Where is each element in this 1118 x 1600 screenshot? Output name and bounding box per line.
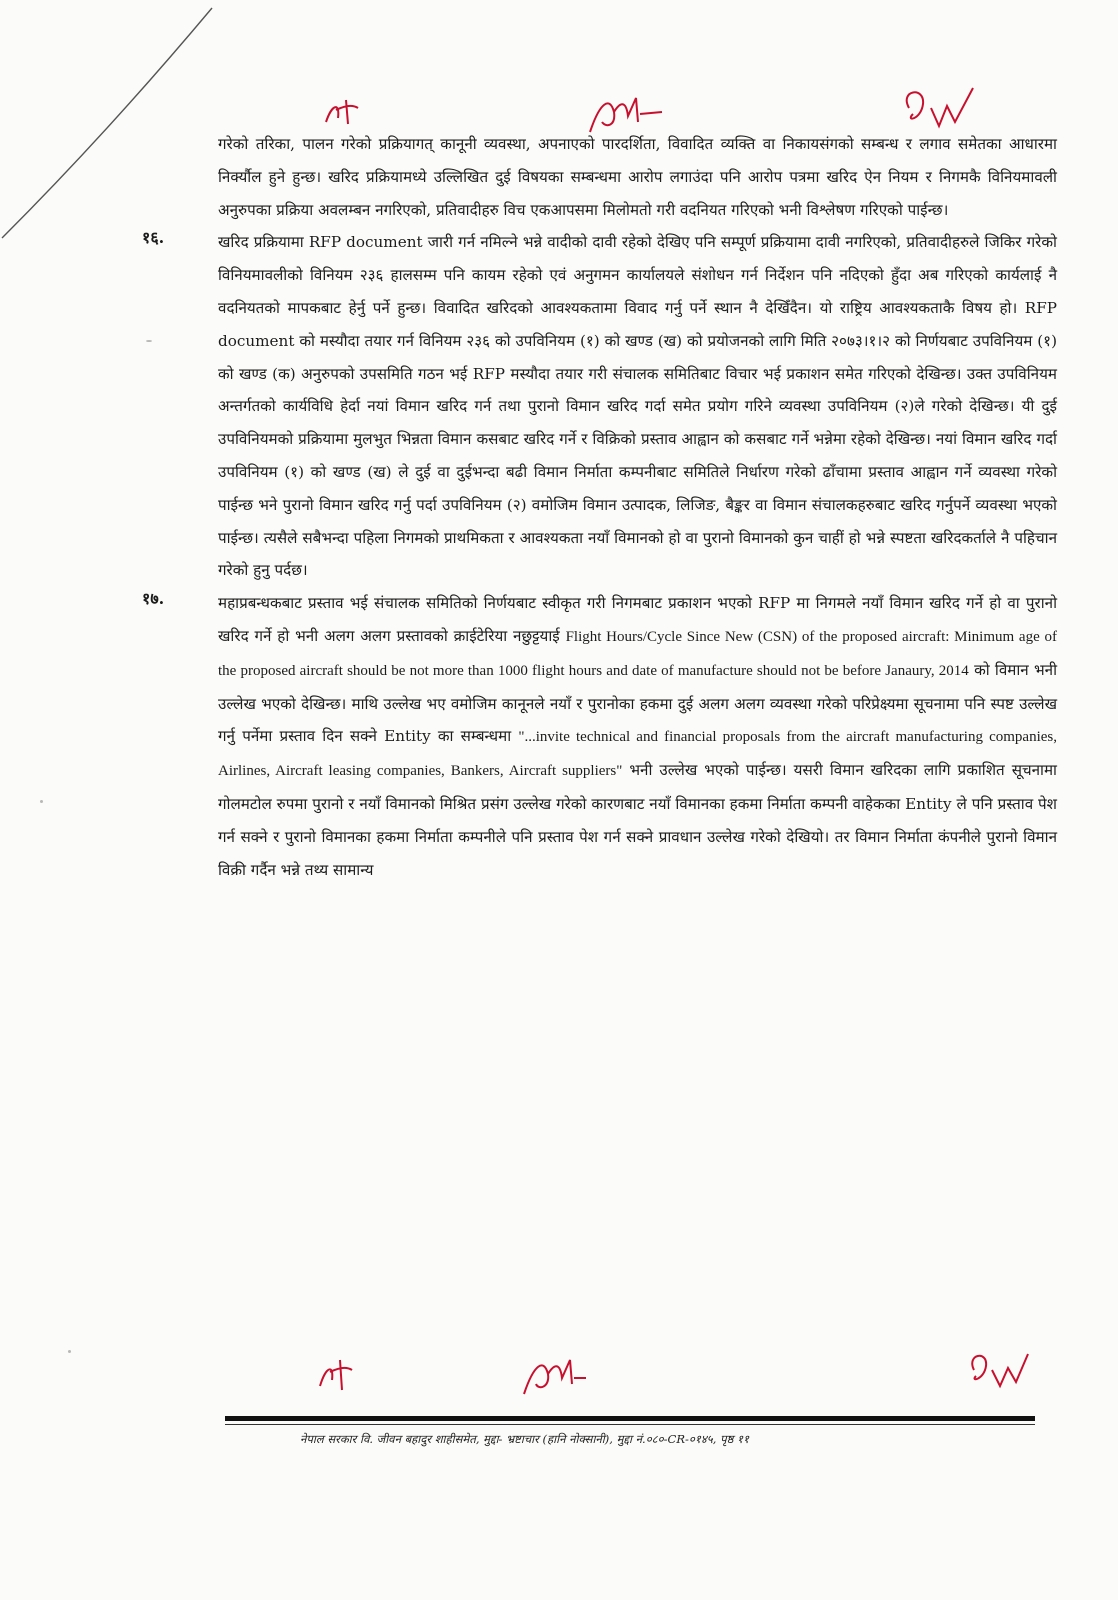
scan-speck <box>68 1350 71 1353</box>
initial-signature-3 <box>895 84 977 132</box>
paragraph-17-part-a: महाप्रबन्धकबाट प्रस्ताव भई संचालक समितिको निर्णयबाट स्वीकृत गरी निगमबाट प्रकाशन भएको RFP मा निगमले नयाँ विमान खरिद गर्ने हो वा पुरानो खरिद गर्ने हो भनी अलग अलग प्रस्तावको क्राईटेरिया नछुट्टयाई <box>218 594 1057 645</box>
paragraph-16 <box>142 226 1057 587</box>
initial-signature-4 <box>312 1356 362 1396</box>
footer-rule-thin <box>225 1424 1035 1425</box>
paragraph-number-17: १७. <box>142 589 165 609</box>
paragraph-number-16: १६. <box>142 228 165 248</box>
page-footer: नेपाल सरकार वि. जीवन बहादुर शाहीसमेत, मुद्दा- भ्रष्टाचार (हानि नोक्सानी), मुद्दा नं.०८०-CR-०१४५, पृष्ठ ११ <box>300 1432 750 1446</box>
initial-signature-5 <box>514 1352 590 1400</box>
paragraph-continued: गरेको तरिका, पालन गरेको प्रक्रियागत् कानूनी व्यवस्था, अपनाएको पारदर्शिता, विवादित व्यक्ति वा निकायसंगको सम्बन्ध र लगाव समेतका आधारमा निर्क्यौल हुने हुन्छ। खरिद प्रक्रियामध्ये उल्लिखित दुई विषयका सम्बन्धमा आरोप लगाउंदा पनि आरोप पत्रमा खरिद ऐन नियम र निगमकै विनियमावली अनुरुपका प्रक्रिया अवलम्बन नगरिएको, प्रतिवादीहरु विच एकआपसमा मिलोमतो गरी वदनियत गरिएको भनी विश्लेषण गरिएको पाईन्छ। <box>218 135 1057 219</box>
paragraph-17-quote: "...invite technical and financial proposals from the aircraft manufacturing companies, Airlines, Aircraft leasing companies, Bankers, Aircraft suppliers" <box>218 729 1057 780</box>
paragraph-17-english-criteria: Flight Hours/Cycle Since New (CSN) of the proposed aircraft: Minimum age of the proposed aircraft should be not more than 1000 flight hours and date of manufacture should not be before Janaury, 2014 <box>218 628 1058 679</box>
footer-rule <box>225 1416 1035 1421</box>
initial-signature-6 <box>962 1348 1032 1392</box>
paragraph-17 <box>142 587 1057 886</box>
body-text <box>142 128 1057 886</box>
paragraph-16-text: खरिद प्रक्रियामा RFP document जारी गर्न नमिल्ने भन्ने वादीको दावी रहेको देखिए पनि सम्पूर्ण प्रक्रियामा दावी नगरिएको, प्रतिवादीहरुले जिकिर गरेको विनियमावलीको विनियम २३६ हालसम्म पनि कायम रहेको एवं अनुगमन कार्यालयले संशोधन गर्न निर्देशन पनि नदिएको हुँदा अब गरिएको कार्यलाई नै वदनियतको मापकबाट हेर्नु पर्ने हुन्छ। विवादित खरिदको आवश्यकतामा विवाद गर्नु पर्ने स्थान नै देखिँदैन। यो राष्ट्रिय आवश्यकताकै विषय हो। RFP document को मस्यौदा तयार गर्न विनियम २३६ को उपविनियम (१) को खण्ड (ख) को प्रयोजनको लागि मिति २०७३।१।२ को निर्णयबाट उपविनियम (१) को खण्ड (क) अनुरुपको उपसमिति गठन भई RFP मस्यौदा तयार गरी संचालक समितिबाट विचार भई प्रकाशन समेत गरिएको देखिन्छ। उक्त उपविनियम अन्तर्गतको कार्यविधि हेर्दा नयां विमान खरिद गर्न तथा पुरानो विमान खरिद गर्दा समेत प्रयोग गरिने व्यवस्था उपविनियम (२)ले गरेको देखिन्छ। यी दुई उपविनियमको प्रक्रियामा मुलभुत भिन्नता विमान कसबाट खरिद गर्ने र विक्रिको प्रस्ताव आह्वान को कसबाट गर्ने भन्नेमा रहेको देखिन्छ। नयां विमान खरिद गर्दा उपविनियम (१) को खण्ड (ख) ले दुई वा दुईभन्दा बढी विमान निर्माता कम्पनीबाट समितिले निर्धारण गरेको ढाँचामा प्रस्ताव आह्वान गर्ने व्यवस्था गरेको पाईन्छ भने पुरानो विमान खरिद गर्नु पर्दा उपविनियम (२) वमोजिम विमान उत्पादक, लिजिङ, बैङ्कर वा विमान संचालकहरुबाट खरिद गर्नुपर्ने व्यवस्था भएको पाईन्छ। त्यसैले सबैभन्दा पहिला निगमको प्राथमिकता र आवश्यकता नयाँ विमानको हो वा पुरानो विमानको कुन चाहीं हो भन्ने स्पष्टता खरिदकर्ताले नै पहिचान गरेको हुनु पर्दछ। <box>218 233 1057 580</box>
paragraph-17-part-b: को विमान भनी उल्लेख भएको देखिन्छ। माथि उल्लेख भए वमोजिम कानूनले नयाँ र पुरानोका हकमा दुई अलग अलग व्यवस्था गरेको परिप्रेक्ष्यमा सूचनामा पनि स्पष्ट उल्लेख गर्नु पर्नेमा प्रस्ताव दिन सक्ने Entity का सम्बन्धमा <box>218 660 1058 746</box>
scan-speck <box>40 800 43 803</box>
paragraph-17-text-a <box>218 587 1057 886</box>
initial-signature-1 <box>318 96 368 132</box>
paragraph-17-part-c: भनी उल्लेख भएको पाईन्छ। यसरी विमान खरिदका लागि प्रकाशित सूचनामा गोलमटोल रुपमा पुरानो र नयाँ विमानको मिश्रित प्रसंग उल्लेख गरेको कारणबाट नयाँ विमानका हकमा निर्माता कम्पनी वाहेकका Entity ले पनि प्रस्ताव पेश गर्न सक्ने र पुरानो विमानका हकमा निर्माता कम्पनीले पनि प्रस्ताव पेश गर्न सक्ने प्रावधान उल्लेख गरेको देखियो। तर विमान निर्माता कंपनीले पुरानो विमान विक्री गर्दैन भन्ने तथ्य सामान्य <box>218 761 1057 879</box>
scan-speck <box>146 340 152 342</box>
